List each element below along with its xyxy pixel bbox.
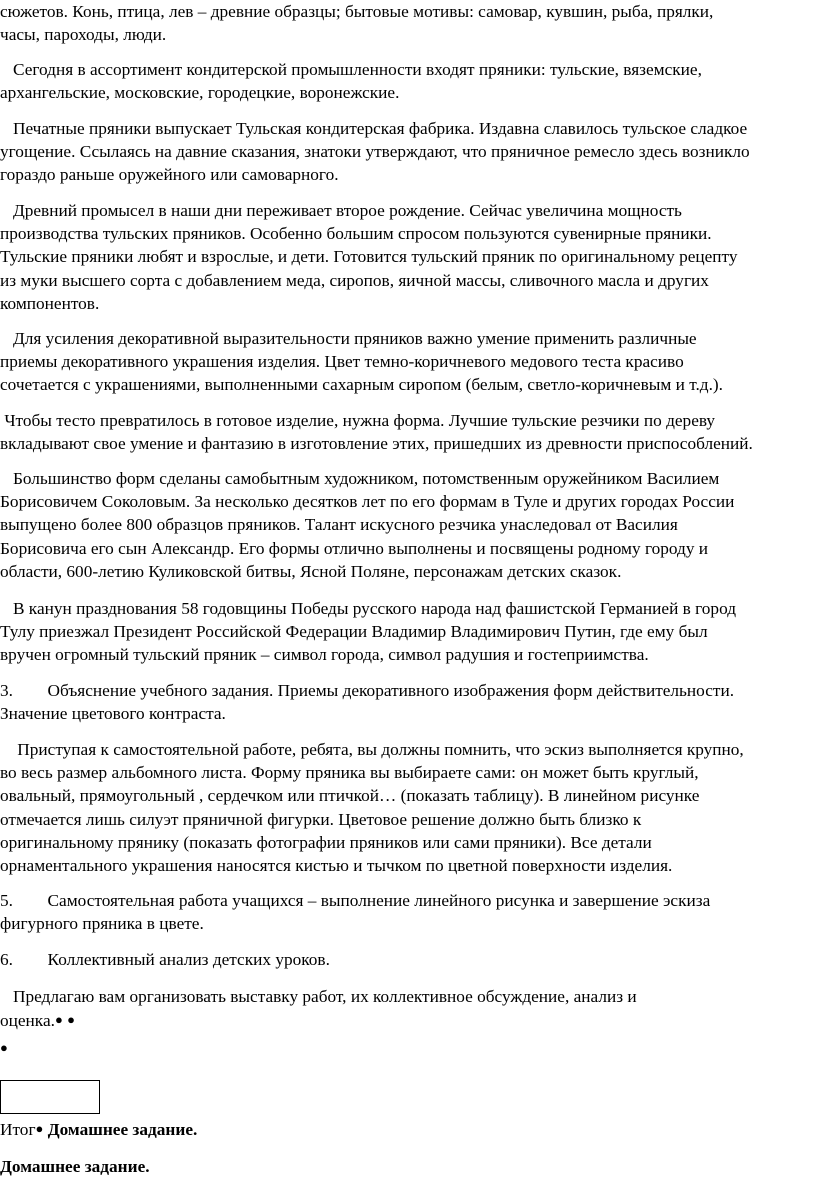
text-line: во весь размер альбомного листа. Форму пряника вы выбираете сами: он может быть круглый, <box>0 763 699 783</box>
text-line: сочетается с украшениями, выполненными сахарным сиропом (белым, светло-коричневым и т.д.). <box>0 375 723 395</box>
text-line: отмечается лишь силуэт пряничной фигурки. Цветовое решение должно быть близко к <box>0 809 642 829</box>
text-line: 3. Объяснение учебного задания. Приемы декоративного изображения форм действительности. <box>0 681 735 700</box>
text-line: Борисовича его сын Александр. Его формы отлично выполнены и посвящены родному городу и <box>0 538 709 558</box>
paragraph-decoration <box>0 327 816 397</box>
text-line: компонентов. <box>0 293 100 313</box>
bullet-icon: ● <box>54 1012 63 1028</box>
text-line: Большинство форм сделаны самобытным художником, потомственным оружейником Василием <box>0 469 720 488</box>
text-line: 6. Коллективный анализ детских уроков. <box>0 950 330 969</box>
text-line: Приступая к самостоятельной работе, ребята, вы должны помнить, что эскиз выполняется крупно, <box>0 740 744 759</box>
summary-line <box>0 1117 197 1141</box>
paragraph-revival <box>0 199 816 315</box>
text-line: гораздо раньше оружейного или самоварного. <box>0 165 339 185</box>
text-line: Для усиления декоративной выразительности пряников важно умение применить различные <box>0 329 697 348</box>
text-line: Печатные пряники выпускает Тульская кондитерская фабрика. Издавна славилось тульское сладкое <box>0 119 748 138</box>
paragraph-exhibition <box>0 985 816 1032</box>
text-line: оригинальному прянику (показать фотографии пряников или сами пряники). Все детали <box>0 832 652 852</box>
bullet-icon: ● <box>35 1121 44 1136</box>
bullet-icon: ● <box>0 1040 8 1055</box>
paragraph-item-6 <box>0 948 816 971</box>
homework-inline: Домашнее задание. <box>47 1120 198 1139</box>
text-line: области, 600-летию Куликовской битвы, Ясной Поляне, персонажам детских сказок. <box>0 561 622 581</box>
text-line: Значение цветового контраста. <box>0 704 226 724</box>
paragraph-motifs <box>0 0 816 46</box>
paragraph-instructions <box>0 738 816 877</box>
text-line: из муки высшего сорта с добавлением меда, сиропов, яичной массы, сливочного масла и других <box>0 270 709 290</box>
text-line: фигурного пряника в цвете. <box>0 914 204 934</box>
text-line: архангельские, московские, городецкие, воронежские. <box>0 83 400 103</box>
homework-heading: Домашнее задание. <box>0 1157 150 1176</box>
empty-frame <box>0 1080 100 1114</box>
text-line: В канун празднования 58 годовщины Победы русского народа над фашистской Германией в город <box>0 599 737 618</box>
text-line: угощение. Ссылаясь на давние сказания, знатоки утверждают, что пряничное ремесло здесь возникло <box>0 142 750 162</box>
text-line: приемы декоративного украшения изделия. Цвет темно-коричневого медового теста красиво <box>0 352 684 372</box>
paragraph-forms <box>0 409 816 455</box>
text-fragment: оценка. <box>0 1011 55 1031</box>
paragraph-victory-day <box>0 597 816 667</box>
text-line: часы, пароходы, люди. <box>0 25 167 45</box>
text-line: 5. Самостоятельная работа учащихся – выполнение линейного рисунка и завершение эскиза <box>0 891 711 910</box>
text-line: Чтобы тесто превратилось в готовое изделие, нужна форма. Лучшие тульские резчики по дереву <box>0 411 716 430</box>
text-line: Сегодня в ассортимент кондитерской промышленности входят пряники: тульские, вяземские, <box>0 60 702 79</box>
text-line: Тульские пряники любят и взрослые, и дети. Готовится тульский пряник по оригинальному рецепту <box>0 247 738 267</box>
text-line: сюжетов. Конь, птица, лев – древние образцы; бытовые мотивы: самовар, кувшин, рыба, прялки, <box>0 2 714 21</box>
text-line: Предлагаю вам организовать выставку работ, их коллективное обсуждение, анализ и <box>0 987 637 1006</box>
bullet-icon: ● <box>67 1012 75 1028</box>
text-line: выпущено более 800 образцов пряников. Талант искусного резчика унаследовал от Василия <box>0 515 678 535</box>
text-line <box>0 1008 816 1032</box>
paragraph-sokolov <box>0 467 816 583</box>
text-line: Борисовичем Соколовым. За несколько десятков лет по его формам в Туле и других городах России <box>0 492 735 512</box>
text-line: орнаментального украшения наносятся кистью и тычком по цветной поверхности изделия. <box>0 856 673 876</box>
itog-label: Итог <box>0 1120 36 1139</box>
text-line: Древний промысел в наши дни переживает второе рождение. Сейчас увеличина мощность <box>0 201 682 220</box>
text-line: овальный, прямоугольный , сердечком или птичкой… (показать таблицу). В линейном рисунке <box>0 786 700 806</box>
paragraph-tula-factory <box>0 117 816 187</box>
paragraph-item-5 <box>0 889 816 935</box>
text-line: производства тульских пряников. Особенно большим спросом пользуются сувенирные пряники. <box>0 224 712 244</box>
paragraph-item-3 <box>0 679 816 725</box>
bullet-line <box>0 1038 8 1060</box>
text-line: Тулу приезжал Президент Российской Федерации Владимир Владимирович Путин, где ему был <box>0 622 708 642</box>
text-line: вкладывают свое умение и фантазию в изготовление этих, пришедших из древности приспособлений. <box>0 434 753 454</box>
paragraph-assortment <box>0 58 816 104</box>
text-line: вручен огромный тульский пряник – символ города, символ радушия и гостеприимства. <box>0 645 649 665</box>
